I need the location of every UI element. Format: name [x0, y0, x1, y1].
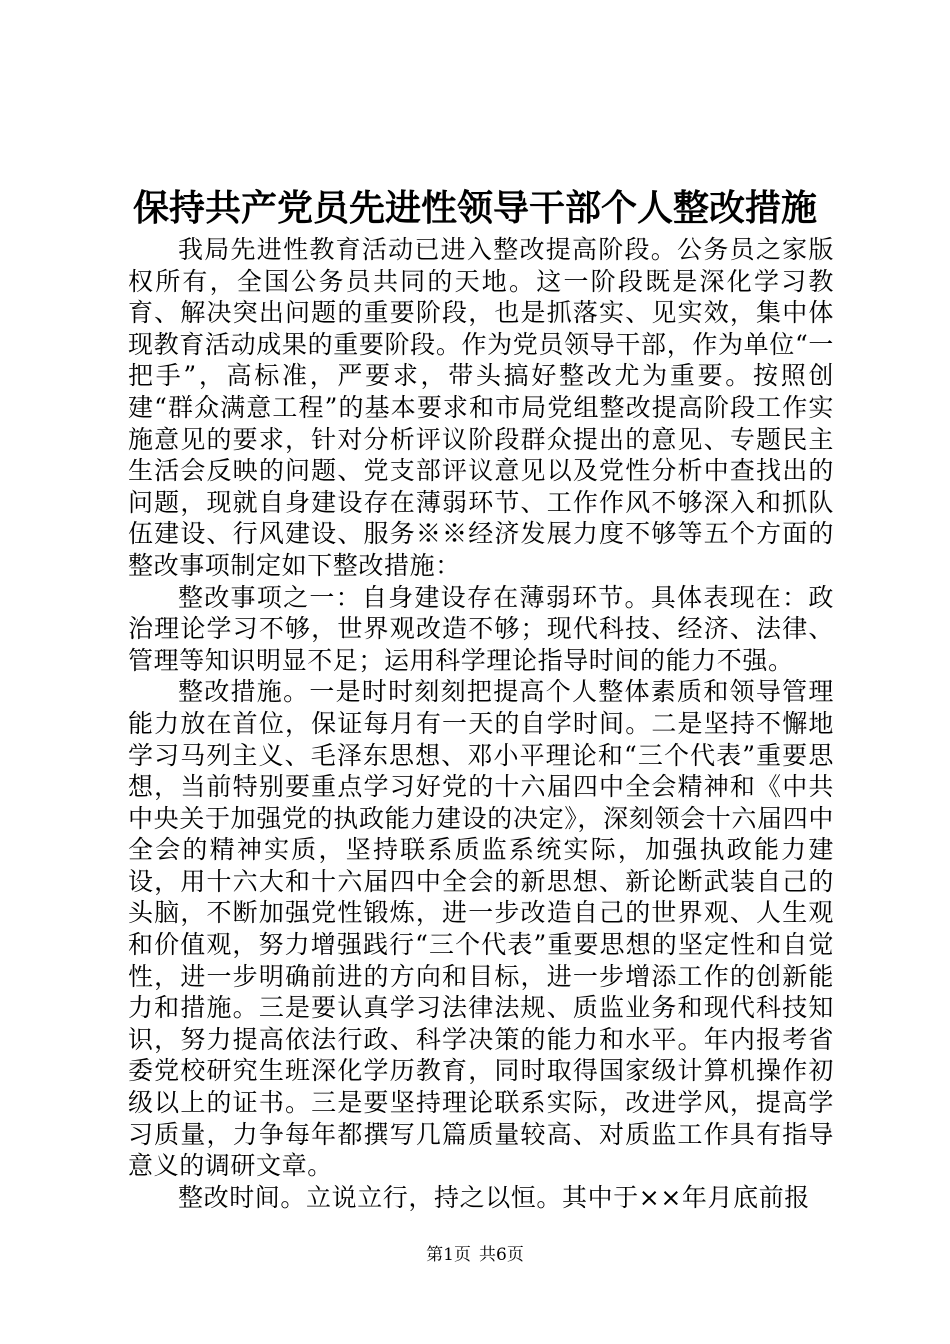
page-number: 第1页: [426, 1245, 471, 1265]
document-title: 保持共产党员先进性领导干部个人整改措施: [132, 187, 817, 229]
paragraph-intro: 我局先进性教育活动已进入整改提高阶段。公务员之家版权所有，全国公务员共同的天地。这一阶段既是深化学习教育、解决突出问题的重要阶段，也是抓落实、见实效，集中体现教育活动成果的重要阶段。作为党员领导干部，作为单位“一把手”，高标准，严要求，带头搞好整改尤为重要。按照创建“群众满意工程”的基本要求和市局党组整改提高阶段工作实施意见的要求，针对分析评议阶段群众提出的意见、专题民主生活会反映的问题、党支部评议意见以及党性分析中查找出的问题，现就自身建设存在薄弱环节、工作作风不够深入和抓队伍建设、行风建设、服务※※经济发展力度不够等五个方面的整改事项制定如下整改措施：: [128, 235, 834, 580]
page-total: 共6页: [479, 1245, 524, 1265]
paragraph-measures: 整改措施。一是时时刻刻把提高个人整体素质和领导管理能力放在首位，保证每月有一天的自学时间。二是坚持不懈地学习马列主义、毛泽东思想、邓小平理论和“三个代表”重要思想，当前特别要重点学习好党的十六届四中全会精神和《中共中央关于加强党的执政能力建设的决定》，深刻领会十六届四中全会的精神实质，坚持联系质监系统实际，加强执政能力建设，用十六大和十六届四中全会的新思想、新论断武装自己的头脑，不断加强党性锻炼，进一步改造自己的世界观、人生观和价值观，努力增强践行“三个代表”重要思想的坚定性和自觉性，进一步明确前进的方向和目标，进一步增添工作的创新能力和措施。三是要认真学习法律法规、质监业务和现代科技知识，努力提高依法行政、科学决策的能力和水平。年内报考省委党校研究生班深化学历教育，同时取得国家级计算机操作初级以上的证书。三是要坚持理论联系实际，改进学风，提高学习质量，力争每年都撰写几篇质量较高、对质监工作具有指导意义的调研文章。: [128, 677, 834, 1181]
page-footer: [0, 1244, 950, 1266]
document-body: [128, 234, 834, 1213]
paragraph-issue-one: 整改事项之一：自身建设存在薄弱环节。具体表现在：政治理论学习不够，世界观改造不够；现代科技、经济、法律、管理等知识明显不足；运用科学理论指导时间的能力不强。: [128, 582, 834, 675]
paragraph-timeline: 整改时间。立说立行，持之以恒。其中于××年月底前报: [178, 1182, 810, 1212]
